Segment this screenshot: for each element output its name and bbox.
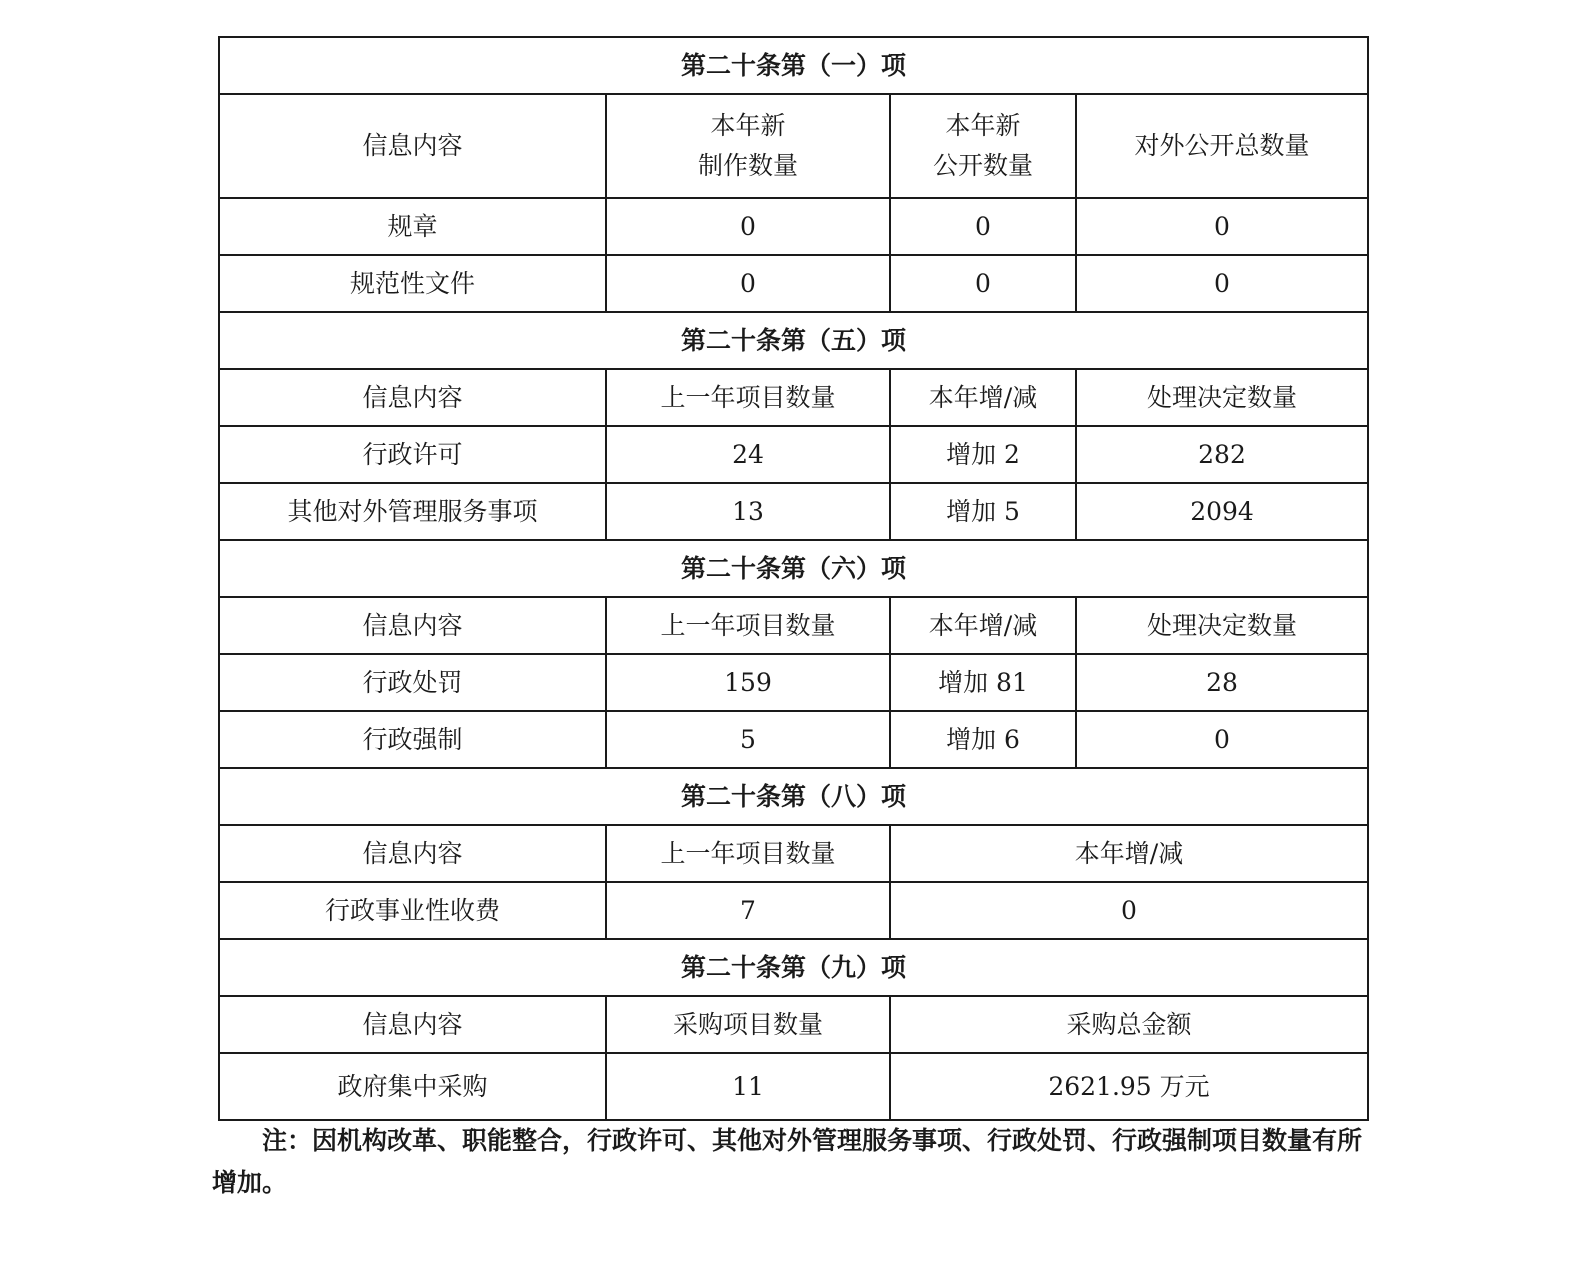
cell-value: 0 [1076,255,1368,312]
header-cell: 上一年项目数量 [606,825,890,882]
header-cell: 采购项目数量 [606,996,890,1053]
section-title: 第二十条第（八）项 [219,768,1368,825]
section-title-row [219,768,1368,825]
header-cell: 本年增/减 [890,825,1368,882]
cell-value: 282 [1076,426,1368,483]
header-row [219,996,1368,1053]
section-title-row [219,540,1368,597]
header-cell: 上一年项目数量 [606,369,890,426]
header-row [219,597,1368,654]
header-row [219,94,1368,198]
cell-value: 增加 2 [890,426,1076,483]
cell-value: 0 [606,198,890,255]
cell-value: 0 [890,255,1076,312]
cell-value: 增加 6 [890,711,1076,768]
cell-value: 0 [890,198,1076,255]
row-label: 规范性文件 [219,255,606,312]
section-title-row [219,312,1368,369]
cell-value: 0 [890,882,1368,939]
table-row [219,198,1368,255]
header-cell: 处理决定数量 [1076,597,1368,654]
row-label: 其他对外管理服务事项 [219,483,606,540]
header-cell: 采购总金额 [890,996,1368,1053]
cell-value: 13 [606,483,890,540]
header-line: 公开数量 [932,151,1033,180]
header-cell: 对外公开总数量 [1076,94,1368,198]
header-cell [606,94,890,198]
cell-value: 28 [1076,654,1368,711]
disclosure-table [218,36,1369,1121]
cell-value: 5 [606,711,890,768]
header-line: 制作数量 [697,151,798,180]
row-label: 行政处罚 [219,654,606,711]
table-row [219,483,1368,540]
header-cell: 信息内容 [219,825,606,882]
section-title-row [219,939,1368,996]
cell-value: 159 [606,654,890,711]
table-row [219,426,1368,483]
table-row [219,711,1368,768]
row-label: 行政强制 [219,711,606,768]
header-cell: 上一年项目数量 [606,597,890,654]
cell-value: 0 [1076,198,1368,255]
header-cell: 信息内容 [219,94,606,198]
row-label: 行政许可 [219,426,606,483]
row-label: 规章 [219,198,606,255]
footnote: 注：因机构改革、职能整合，行政许可、其他对外管理服务事项、行政处罚、行政强制项目数量有所增加。 [212,1126,1363,1197]
table-row [219,255,1368,312]
header-cell: 本年增/减 [890,369,1076,426]
table-row [219,1053,1368,1120]
header-line: 本年新 [945,111,1021,140]
cell-value: 0 [1076,711,1368,768]
header-row [219,825,1368,882]
section-title: 第二十条第（六）项 [219,540,1368,597]
cell-value: 24 [606,426,890,483]
header-cell: 处理决定数量 [1076,369,1368,426]
cell-value: 11 [606,1053,890,1120]
cell-value: 2621.95 万元 [890,1053,1368,1120]
table-row [219,882,1368,939]
cell-value: 增加 5 [890,483,1076,540]
cell-value: 增加 81 [890,654,1076,711]
header-cell [890,94,1076,198]
row-label: 行政事业性收费 [219,882,606,939]
table-row [219,654,1368,711]
cell-value: 0 [606,255,890,312]
section-title-row [219,37,1368,94]
header-row [219,369,1368,426]
header-cell: 信息内容 [219,996,606,1053]
cell-value: 2094 [1076,483,1368,540]
section-title: 第二十条第（五）项 [219,312,1368,369]
header-cell: 信息内容 [219,369,606,426]
row-label: 政府集中采购 [219,1053,606,1120]
section-title: 第二十条第（九）项 [219,939,1368,996]
cell-value: 7 [606,882,890,939]
header-cell: 信息内容 [219,597,606,654]
header-line: 本年新 [710,111,786,140]
section-title: 第二十条第（一）项 [219,37,1368,94]
header-cell: 本年增/减 [890,597,1076,654]
